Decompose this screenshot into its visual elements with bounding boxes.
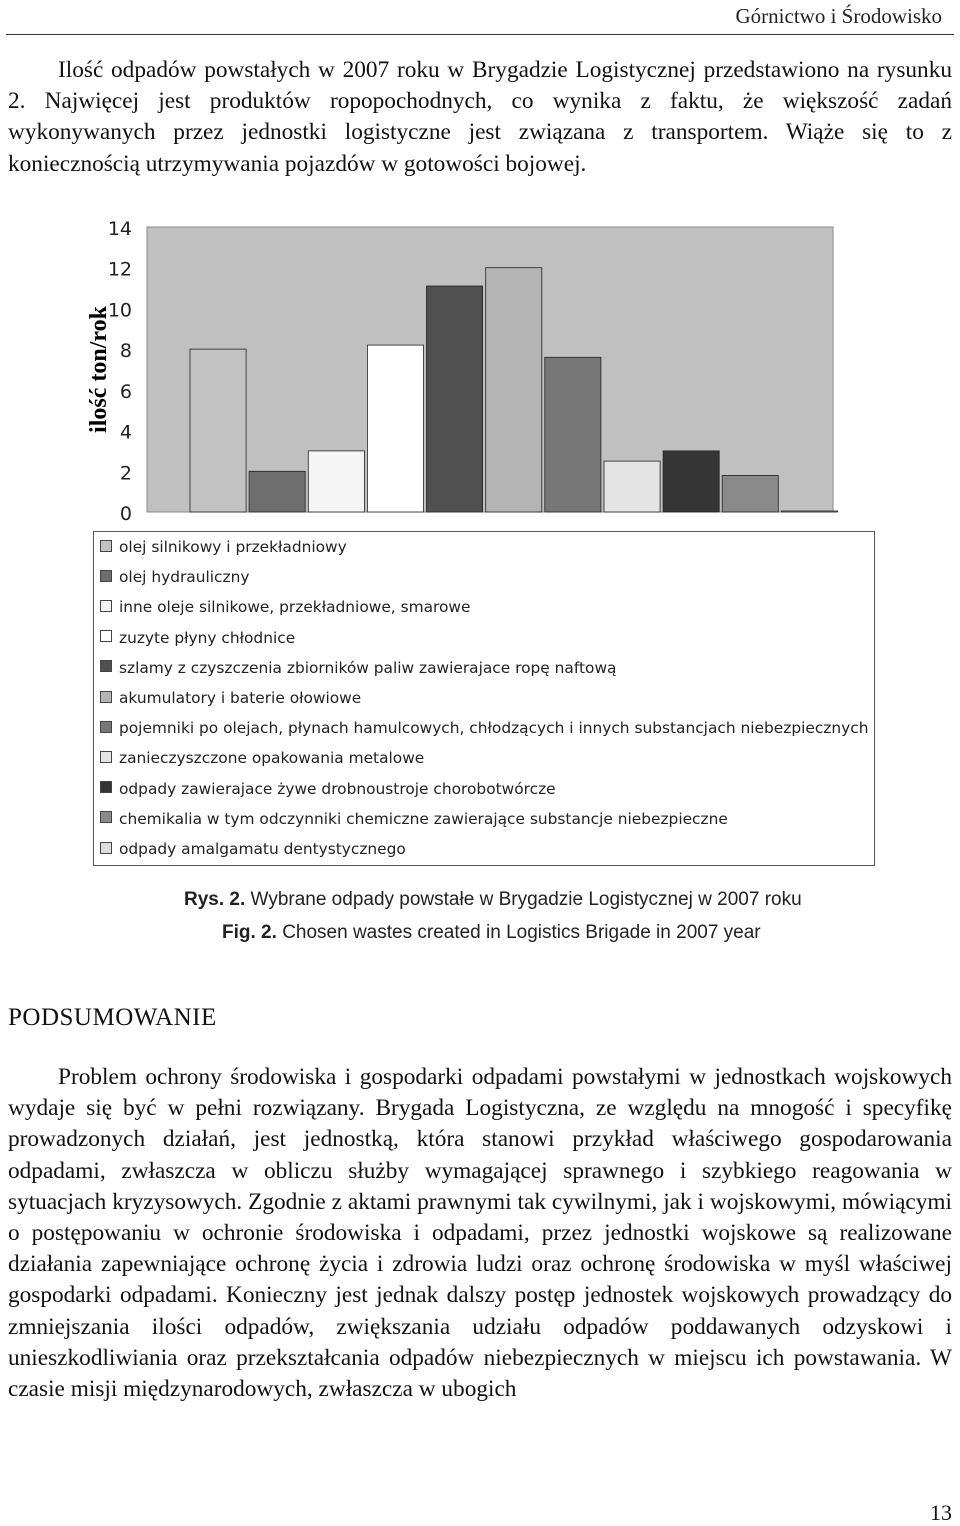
caption-pl-label: Rys. 2. (184, 889, 246, 910)
caption-en-text: Chosen wastes created in Logistics Brigade in 2007 year (282, 922, 761, 943)
legend-swatch (100, 811, 112, 823)
legend-label: chemikalia w tym odczynniki chemiczne zawierające substancje niebezpieczne (119, 809, 728, 828)
bar-chart (0, 200, 960, 530)
legend-swatch (100, 660, 112, 672)
legend-swatch (100, 570, 112, 582)
legend-swatch (100, 691, 112, 703)
legend-label: olej hydrauliczny (119, 568, 250, 587)
y-tick-label: 4 (119, 421, 132, 444)
legend-item (100, 536, 347, 558)
summary-paragraph: Problem ochrony środowiska i gospodarki odpadami powstałymi w jednostkach wojskowych wydaje się być w pełni rozwiązany. Brygada Logistyczna, ze względu na mnogość i specyfikę prowadzonych działań, jest jednostką, która stanowi przykład właściwego gospodarowania odpadami, zwłaszcza w obliczu służby wymagającej sprawnego i szybkiego reagowania w sytuacjach kryzysowych. Zgodnie z aktami prawnymi tak cywilnymi, jak i wojskowymi, mówiącymi o postępowaniu w ochronie środowiska i odpadami, przez jednostki wojskowe są realizowane działania zapewniające ochronę życia i zdrowia ludzi oraz ochronę środowiska w myśl właściwej gospodarki odpadami. Konieczny jest jednak dalszy postęp jednostek wojskowych prowadzący do zmniejszania ilości odpadów, zwiększania udziału odpadów poddawanych odzyskowi i unieszkodliwiania oraz przekształcania odpadów niebezpiecznych w miejscu ich powstawania. W czasie misji międzynarodowych, zwłaszcza w ubogich (8, 1064, 952, 1403)
legend-item (100, 596, 471, 618)
caption-en-label: Fig. 2. (222, 922, 277, 943)
header-rule (6, 34, 954, 35)
bar-7 (545, 357, 601, 512)
section-heading: PODSUMOWANIE (8, 1004, 217, 1031)
legend-swatch (100, 751, 112, 763)
figure-caption-pl (184, 889, 802, 911)
figure-caption-en (222, 922, 761, 944)
legend-item (100, 808, 728, 830)
y-tick-label: 6 (119, 380, 132, 403)
legend-label: zanieczyszczone opakowania metalowe (119, 749, 425, 768)
legend-swatch (100, 630, 112, 642)
legend-label: odpady zawierajace żywe drobnoustroje chorobotwórcze (119, 779, 556, 798)
y-tick-label: 8 (119, 340, 132, 363)
y-tick-label: 12 (107, 258, 132, 281)
chart-legend (93, 531, 875, 866)
legend-item (100, 778, 556, 800)
legend-swatch (100, 721, 112, 733)
legend-swatch (100, 842, 112, 854)
bar-4 (367, 345, 423, 512)
legend-label: szlamy z czyszczenia zbiorników paliw zawierajace ropę naftową (119, 658, 617, 677)
bar-2 (249, 471, 305, 512)
y-tick-label: 10 (107, 299, 132, 322)
legend-label: akumulatory i baterie ołowiowe (119, 689, 362, 707)
bar-5 (427, 286, 483, 512)
legend-item (100, 717, 868, 739)
legend-label: inne oleje silnikowe, przekładniowe, smarowe (119, 598, 471, 617)
caption-pl-text: Wybrane odpady powstałe w Brygadzie Logistycznej w 2007 roku (250, 889, 802, 910)
y-tick-label: 2 (119, 462, 132, 485)
legend-swatch (100, 781, 112, 793)
legend-item (100, 657, 616, 679)
y-tick-label: 0 (119, 503, 132, 525)
bar-9 (663, 451, 719, 512)
y-tick-label: 14 (107, 218, 132, 240)
bar-6 (486, 268, 542, 512)
legend-label: pojemniki po olejach, płynach hamulcowych, chłodzących i innych substancjach niebezpiecznych (119, 719, 869, 738)
legend-label: olej silnikowy i przekładniowy (119, 538, 347, 556)
legend-label: odpady amalgamatu dentystycznego (119, 840, 406, 858)
intro-paragraph: Ilość odpadów powstałych w 2007 roku w Brygadzie Logistycznej przedstawiono na rysunku 2. Najwięcej jest produktów ropopochodnych, co wynika z faktu, że większość zadań wykonywanych przez jednostki logistyczne jest związana z transportem. Wiąże się to z koniecznością utrzymywania pojazdów w gotowości bojowej. (8, 57, 952, 177)
page-number: 13 (930, 1500, 952, 1525)
bar-8 (604, 461, 660, 512)
legend-item (100, 747, 424, 769)
legend-label: zuzyte płyny chłodnice (119, 628, 296, 647)
bar-11 (781, 511, 837, 512)
legend-item (100, 687, 361, 709)
journal-title: Górnictwo i Środowisko (735, 4, 942, 28)
bar-10 (722, 475, 778, 512)
legend-swatch (100, 540, 112, 552)
bar-3 (308, 451, 364, 512)
legend-item (100, 566, 249, 588)
legend-item (100, 627, 295, 649)
legend-swatch (100, 600, 112, 612)
legend-item (100, 838, 406, 860)
y-axis-label: ilość ton/rok (86, 306, 112, 433)
bar-1 (190, 349, 246, 512)
